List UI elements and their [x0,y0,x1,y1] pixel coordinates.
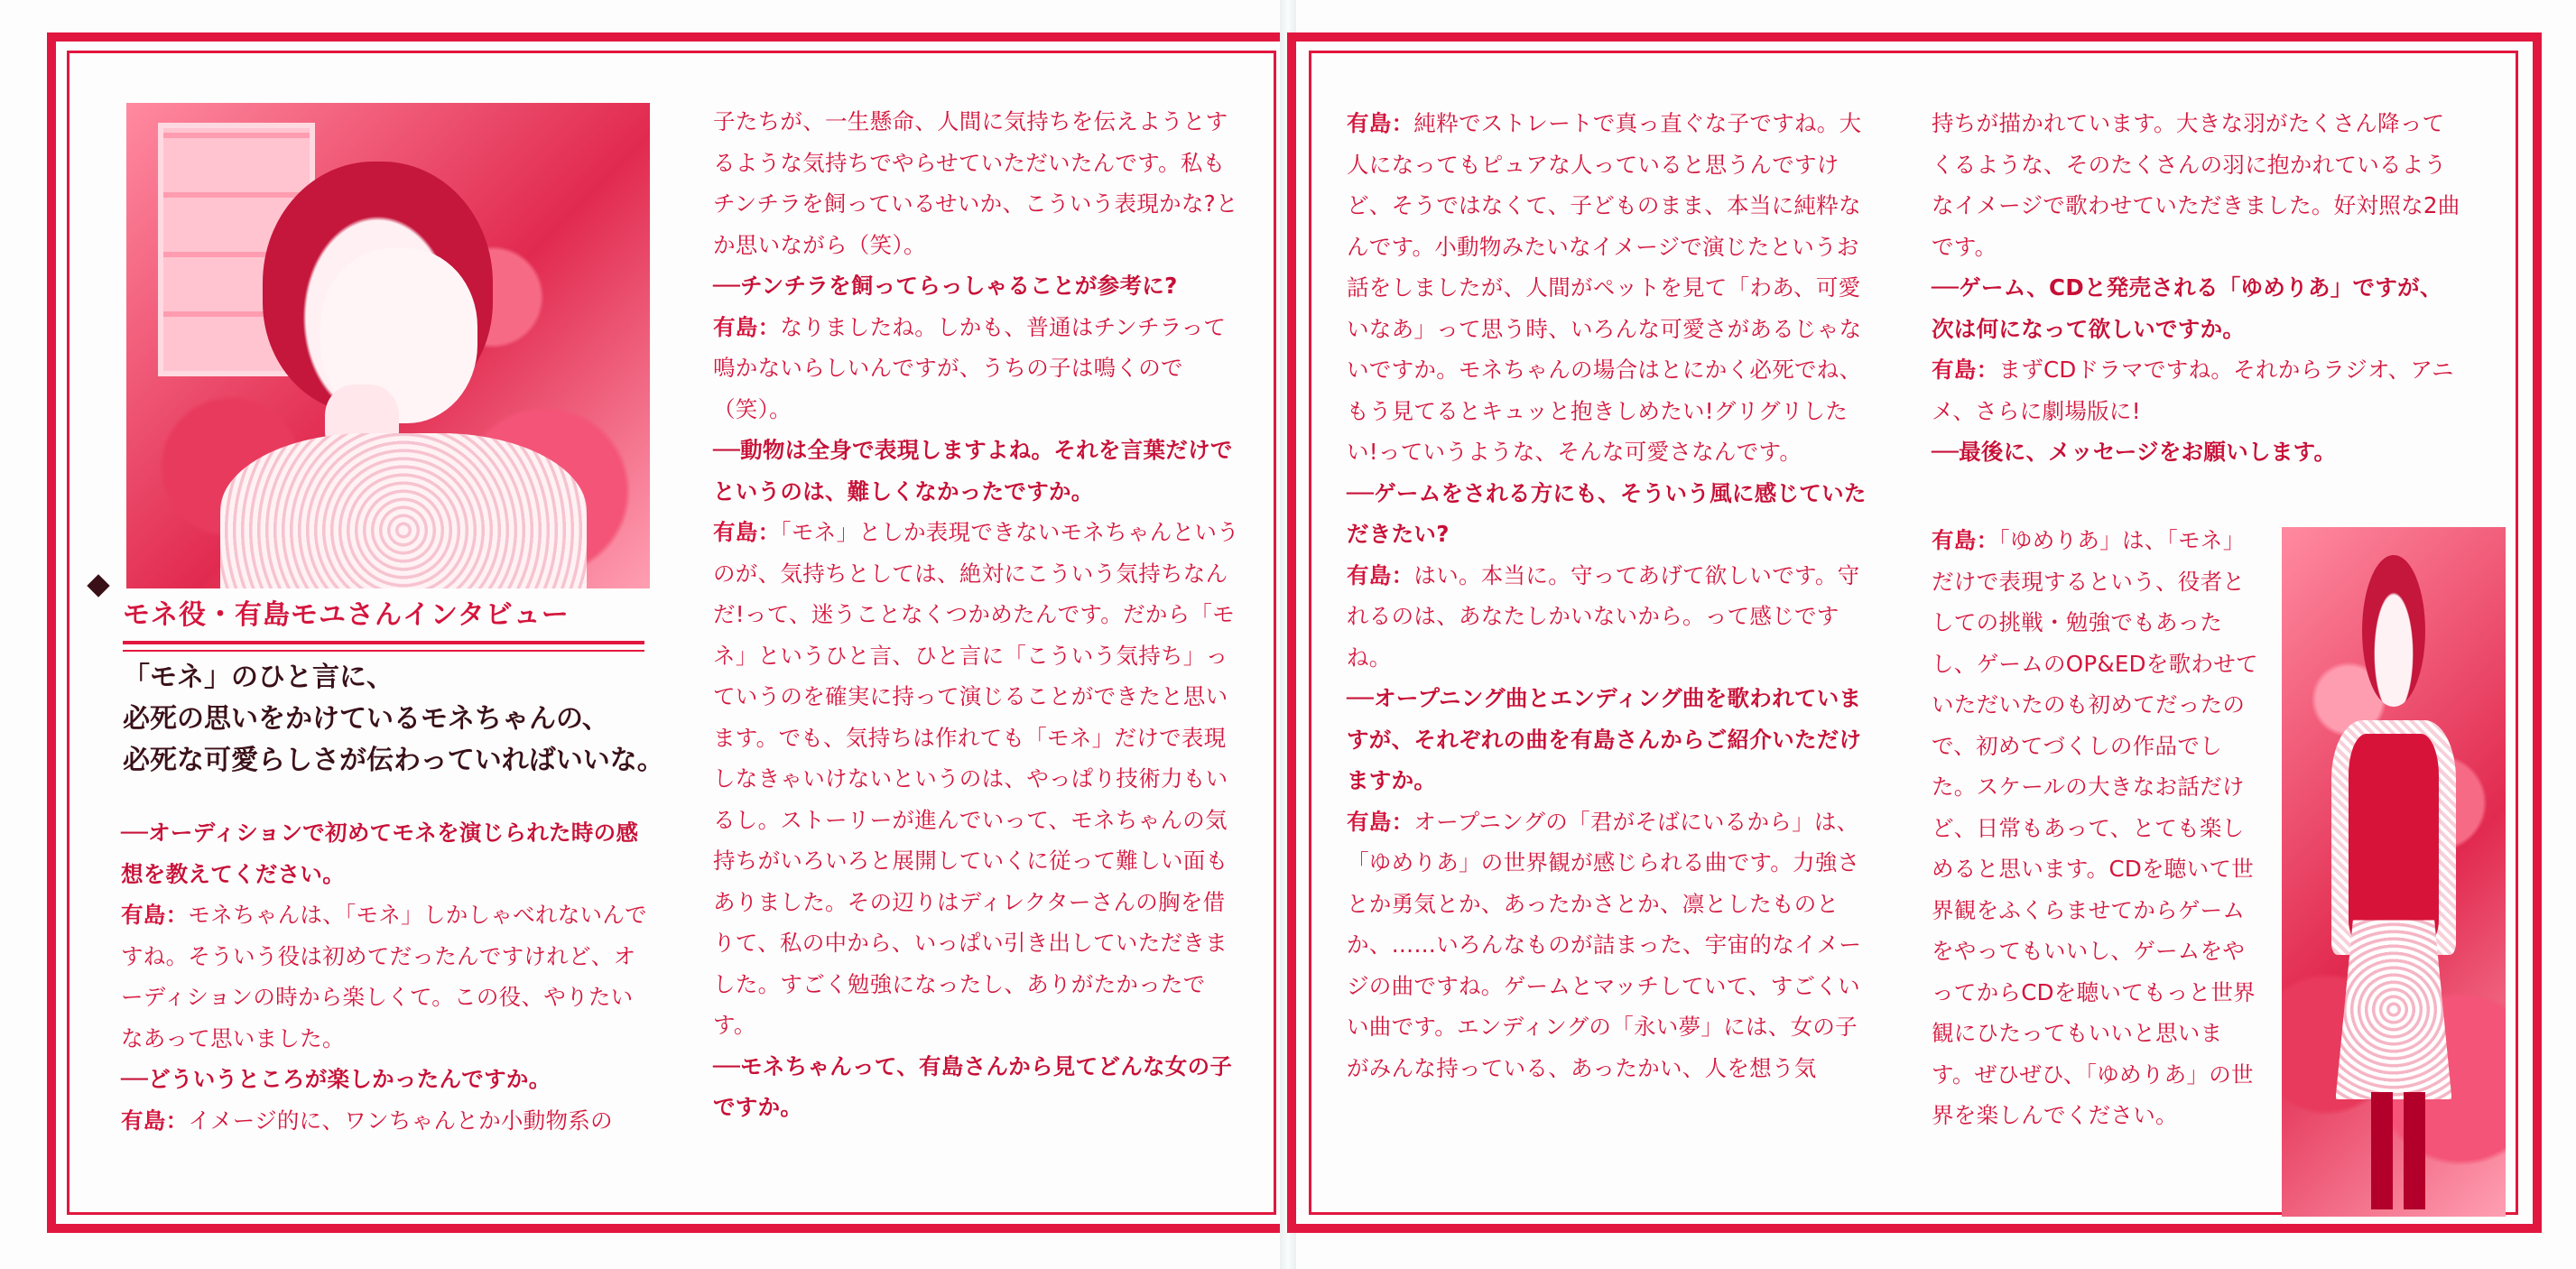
answer-text: 子たちが、一生懸命、人間に気持ちを伝えようとするような気持ちでやらせていただいたんです。私もチンチラを飼っているせいか、こういう表現かな?とか思いながら（笑）。 [713,108,1238,258]
speaker-label: 有島： [713,313,781,340]
interview-answer [121,1100,653,1142]
sweater-shape [220,433,587,588]
answer-text: モネちゃんは、「モネ」しかしゃべれないんですね。そういう役は初めてだったんですけれど、オーディションの時から楽しくて。この役、やりたいなあって思いました。 [121,902,647,1051]
interview-answer [1347,555,1879,679]
interview-question: ──ゲームをされる方にも、そういう風に感じていただきたい? [1347,479,1867,547]
speaker-label: 有島： [1932,527,1999,553]
interview-answer [1932,520,2266,1136]
right-page-column-2-top [1932,103,2462,473]
interview-question: ──チンチラを飼ってらっしゃることが参考に? [713,273,1178,299]
speaker-label: 有島： [121,1107,189,1134]
answer-text: 「モネ」としか表現できないモネちゃんというのが、気持ちとしては、絶対にこういう気持ちなんだ!って、迷うことなくつかめたんです。だから「モネ」というひと言、ひと言に「こういう気持ち」っていうのを確実に持って演じることができたと思います。でも、気持ちは作れても「モネ」だけで表現しなきゃいけないというのは、やっぱり技術力もいるし。ストーリーが進んでいって、モネちゃんの気持ちがいろいろと展開していくに従って難しい面もありました。その辺りはディレクターさんの胸を借りて、私の中から、いっぱい引き出していただきました。すごく勉強になったし、ありがたかったです。 [713,519,1239,1038]
left-page-column-2 [713,101,1244,1128]
interview-question: ──最後に、メッセージをお願いします。 [1932,439,2337,465]
interview-answer [713,307,1244,431]
interview-answer [713,101,1244,265]
interview-question: ──オープニング曲とエンディング曲を歌われていますが、それぞれの曲を有島さんからご紹介いただけますか。 [1347,685,1862,793]
answer-text: 持ちが描かれています。大きな羽がたくさん降ってくるような、そのたくさんの羽に抱かれているようなイメージで歌わせていただきました。好対照な2曲です。 [1932,110,2460,260]
boots-shape [2371,1092,2425,1209]
speaker-label: 有島： [713,519,781,545]
speaker-label: 有島： [1347,808,1414,835]
interview-answer [1932,103,2462,267]
left-page [0,0,1280,1269]
answer-text: 純粋でストレートで真っ直ぐな子ですね。大人になってもピュアな人っていると思うんですけど、そうではなくて、子どものまま、本当に純粋なんです。小動物みたいなイメージで演じたというお話をしましたが、人間がペットを見て「わあ、可愛いなあ」って思う時、いろんな可愛さがあるじゃないですか。モネちゃんの場合はとにかく必死でね、もう見てるとキュッと抱きしめたい!グリグリしたい!っていうような、そんな可愛さなんです。 [1347,110,1862,465]
lead-line: 必死な可愛らしさが伝わっていればいいな。 [123,745,664,776]
speaker-label: 有島： [1932,357,1999,383]
speaker-label: 有島： [1347,110,1414,136]
interview-question: ──動物は全身で表現しますよね。それを言葉だけでというのは、難しくなかったですか。 [713,437,1233,505]
lead-text [123,657,664,782]
full-body-photo [2282,527,2506,1217]
dress-shape [2349,734,2438,940]
interview-question: ──オーディションで初めてモネを演じられた時の感想を教えてください。 [121,820,639,887]
interview-question: ──どういうところが楽しかったんですか。 [121,1066,551,1092]
interview-question: ──モネちゃんって、有島さんから見てどんな女の子ですか。 [713,1052,1233,1120]
speaker-label: 有島： [121,902,189,928]
speaker-label: 有島： [1347,561,1414,588]
interview-title: モネ役・有島モユさんインタビュー [123,592,644,644]
answer-text: オープニングの「君がそばにいるから」は、「ゆめりあ」の世界観が感じられる曲です。力強さとか勇気とか、あったかさとか、凛としたものとか、……いろんなものが詰まった、宇宙的なイメージの曲ですね。ゲームとマッチしていて、すごくいい曲です。エンディングの「永い夢」には、女の子がみんな持っている、あったかい、人を想う気 [1347,808,1862,1081]
skirt-shape [2336,920,2452,1099]
answer-text: まずCDドラマですね。それからラジオ、アニメ、さらに劇場版に! [1932,357,2454,424]
answer-text: イメージ的に、ワンちゃんとか小動物系の [188,1107,613,1134]
interview-answer [121,894,653,1059]
interview-answer [1932,349,2462,431]
interview-answer [713,512,1244,1046]
lead-line: 必死の思いをかけているモネちゃんの、 [123,703,609,735]
lead-line: 「モネ」のひと言に、 [123,662,394,693]
interview-question: ──ゲーム、CDと発売される「ゆめりあ」ですが、次は何になって欲しいですか。 [1932,274,2442,342]
right-page [1296,0,2576,1269]
interview-answer [1347,801,1879,1089]
answer-text: なりましたね。しかも、普通はチンチラって鳴かないらしいんですが、うちの子は鳴くので（笑）。 [713,313,1227,422]
right-page-column-1 [1347,103,1879,1088]
interview-answer [1347,103,1879,473]
right-page-column-2-narrow [1932,520,2266,1136]
left-page-column-1 [121,812,653,1141]
answer-text: 「ゆめりあ」は、「モネ」だけで表現するという、役者としての挑戦・勉強でもあったし、ゲームのOP&EDを歌わせていただいたのも初めてだったので、初めてづくしの作品でした。スケールの大きなお話だけど、日常もあって、とても楽しめると思います。CDを聴いて世界観をふくらませてからゲームをやってもいいし、ゲームをやってからCDを聴いてもっと世界観にひたってもいいと思います。ぜひぜひ、「ゆめりあ」の世界を楽しんでください。 [1932,527,2258,1128]
head-shape [2362,555,2424,707]
portrait-photo [126,103,650,588]
answer-text: はい。本当に。守ってあげて欲しいです。守れるのは、あなたしかいないから。って感じですね。 [1347,561,1860,671]
